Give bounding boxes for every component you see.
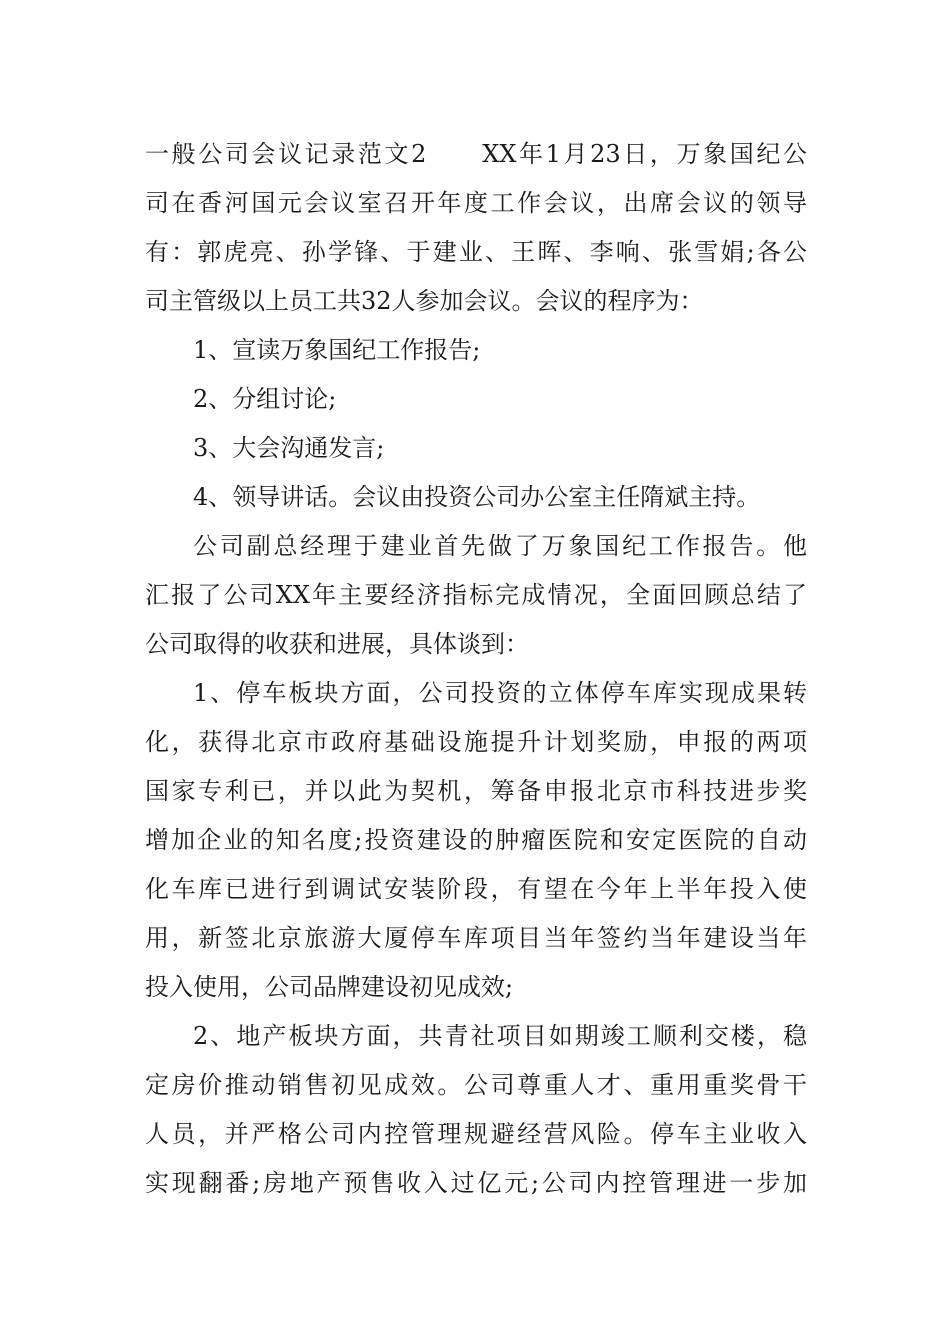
list-item: 4、领导讲话。会议由投资公司办公室主任隋斌主持。: [193, 483, 761, 511]
text-line: 汇报了公司XX年主要经济指标完成情况，全面回顾总结了: [145, 581, 807, 609]
text-line: 定房价推动销售初见成效。公司尊重人才、重用重奖骨干: [145, 1071, 807, 1099]
text-line: 2、地产板块方面，共青社项目如期竣工顺利交楼，稳: [193, 1022, 807, 1050]
text-line: 公司副总经理于建业首先做了万象国纪工作报告。他: [193, 532, 807, 560]
text-line: 实现翻番;房地产预售收入过亿元;公司内控管理进一步加: [145, 1169, 807, 1197]
text-line: 1、停车板块方面，公司投资的立体停车库实现成果转: [193, 679, 807, 707]
text-line: 有：郭虎亮、孙学锋、于建业、王晖、李响、张雪娟;各公: [145, 238, 807, 266]
text-line: 司在香河国元会议室召开年度工作会议，出席会议的领导: [145, 189, 807, 217]
text-line: 国家专利已，并以此为契机，筹备申报北京市科技进步奖: [145, 777, 807, 805]
text-line: 化车库已进行到调试安装阶段，有望在今年上半年投入使: [145, 875, 807, 903]
text-line: 投入使用，公司品牌建设初见成效;: [145, 973, 514, 1001]
text-line: 人员，并严格公司内控管理规避经营风险。停车主业收入: [145, 1120, 807, 1148]
text-line: 用，新签北京旅游大厦停车库项目当年签约当年建设当年: [145, 924, 807, 952]
document-body: [145, 130, 807, 1208]
list-item: 2、分组讨论;: [193, 385, 337, 413]
list-item: 1、宣读万象国纪工作报告;: [193, 336, 481, 364]
text-line: 一般公司会议记录范文2 XX年1月23日，万象国纪公: [145, 140, 807, 168]
text-line: 司主管级以上员工共32人参加会议。会议的程序为：: [145, 287, 704, 315]
list-item: 3、大会沟通发言;: [193, 434, 385, 462]
text-line: 增加企业的知名度;投资建设的肿瘤医院和安定医院的自动: [145, 826, 807, 854]
text-line: 公司取得的收获和进展，具体谈到：: [145, 630, 529, 658]
text-line: 化，获得北京市政府基础设施提升计划奖励，申报的两项: [145, 728, 807, 756]
